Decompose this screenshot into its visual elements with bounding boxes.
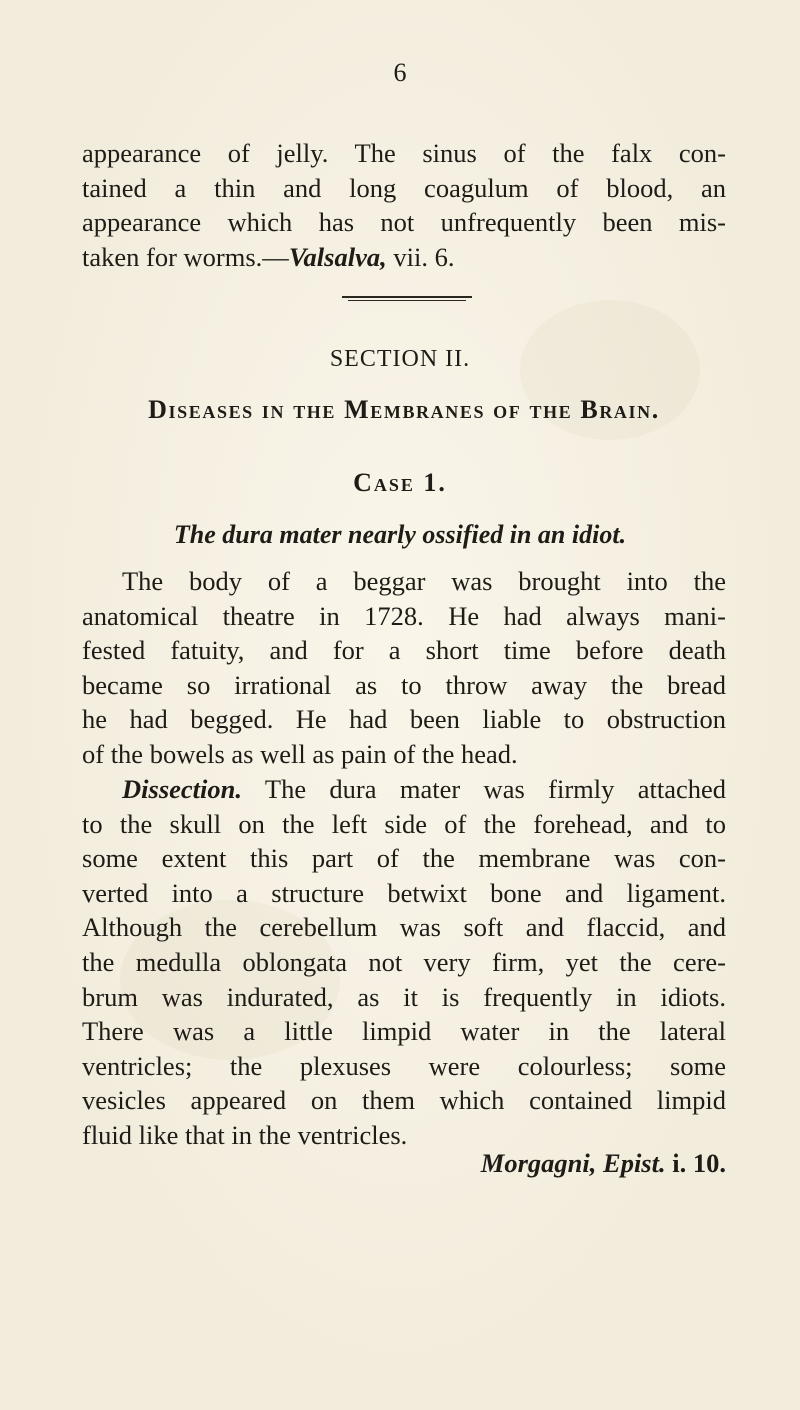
- text-line: brum was indurated, as it is frequently in idiots.: [82, 981, 726, 1012]
- divider-thick-line: [342, 296, 472, 298]
- case-title: Case 1.: [353, 468, 447, 497]
- case-citation: [481, 1148, 726, 1179]
- citation-reference: vii. 6.: [386, 241, 455, 272]
- citation-reference: i. 10.: [665, 1148, 726, 1178]
- text-line: he had begged. He had been liable to obstruction: [82, 704, 726, 735]
- text-line: Although the cerebellum was soft and flaccid, and: [82, 912, 726, 943]
- text-line: vesicles appeared on them which contained limpid: [82, 1085, 726, 1116]
- text-line: [82, 240, 726, 275]
- dissection-label: Dissection.: [122, 774, 242, 804]
- text-line: The body of a beggar was brought into the: [122, 566, 726, 596]
- dissection-paragraph: [82, 772, 726, 1153]
- text-fragment: taken for worms.—: [82, 241, 289, 272]
- text-line: appearance of jelly. The sinus of the falx con-: [82, 138, 726, 168]
- text-line: fested fatuity, and for a short time before death: [82, 635, 726, 666]
- intro-paragraph: [82, 136, 726, 274]
- citation-author: Valsalva,: [288, 241, 387, 272]
- section-title: SECTION II.: [329, 346, 471, 372]
- text-line: of the bowels as well as pain of the head.: [82, 738, 518, 769]
- text-line: became so irrational as to throw away the bread: [82, 669, 726, 700]
- text-line: verted into a structure betwixt bone and ligament.: [82, 877, 726, 908]
- section-subject: Diseases in the Membranes of the Brain.: [148, 395, 660, 424]
- text-line: anatomical theatre in 1728. He had always mani-: [82, 600, 726, 631]
- text-line: There was a little limpid water in the lateral: [82, 1016, 726, 1047]
- page-number: 6: [393, 58, 407, 87]
- text-line: fluid like that in the ventricles.: [82, 1119, 408, 1150]
- case-paragraph: [82, 564, 726, 772]
- text-fragment: The dura mater was firmly attached: [242, 774, 726, 804]
- case-heading: The dura mater nearly ossified in an idiot.: [173, 520, 627, 549]
- text-line: tained a thin and long coagulum of blood, an: [82, 172, 726, 203]
- text-line: the medulla oblongata not very firm, yet the cere-: [82, 946, 726, 977]
- section-divider: [342, 296, 472, 301]
- text-line: appearance which has not unfrequently been mis-: [82, 207, 726, 238]
- divider-thin-line: [348, 300, 466, 301]
- text-line: to the skull on the left side of the forehead, and to: [82, 808, 726, 839]
- citation-author: Morgagni, Epist.: [480, 1148, 666, 1178]
- text-line: ventricles; the plexuses were colourless; some: [82, 1050, 726, 1081]
- text-line: [82, 772, 726, 807]
- text-line: some extent this part of the membrane was con-: [82, 843, 726, 874]
